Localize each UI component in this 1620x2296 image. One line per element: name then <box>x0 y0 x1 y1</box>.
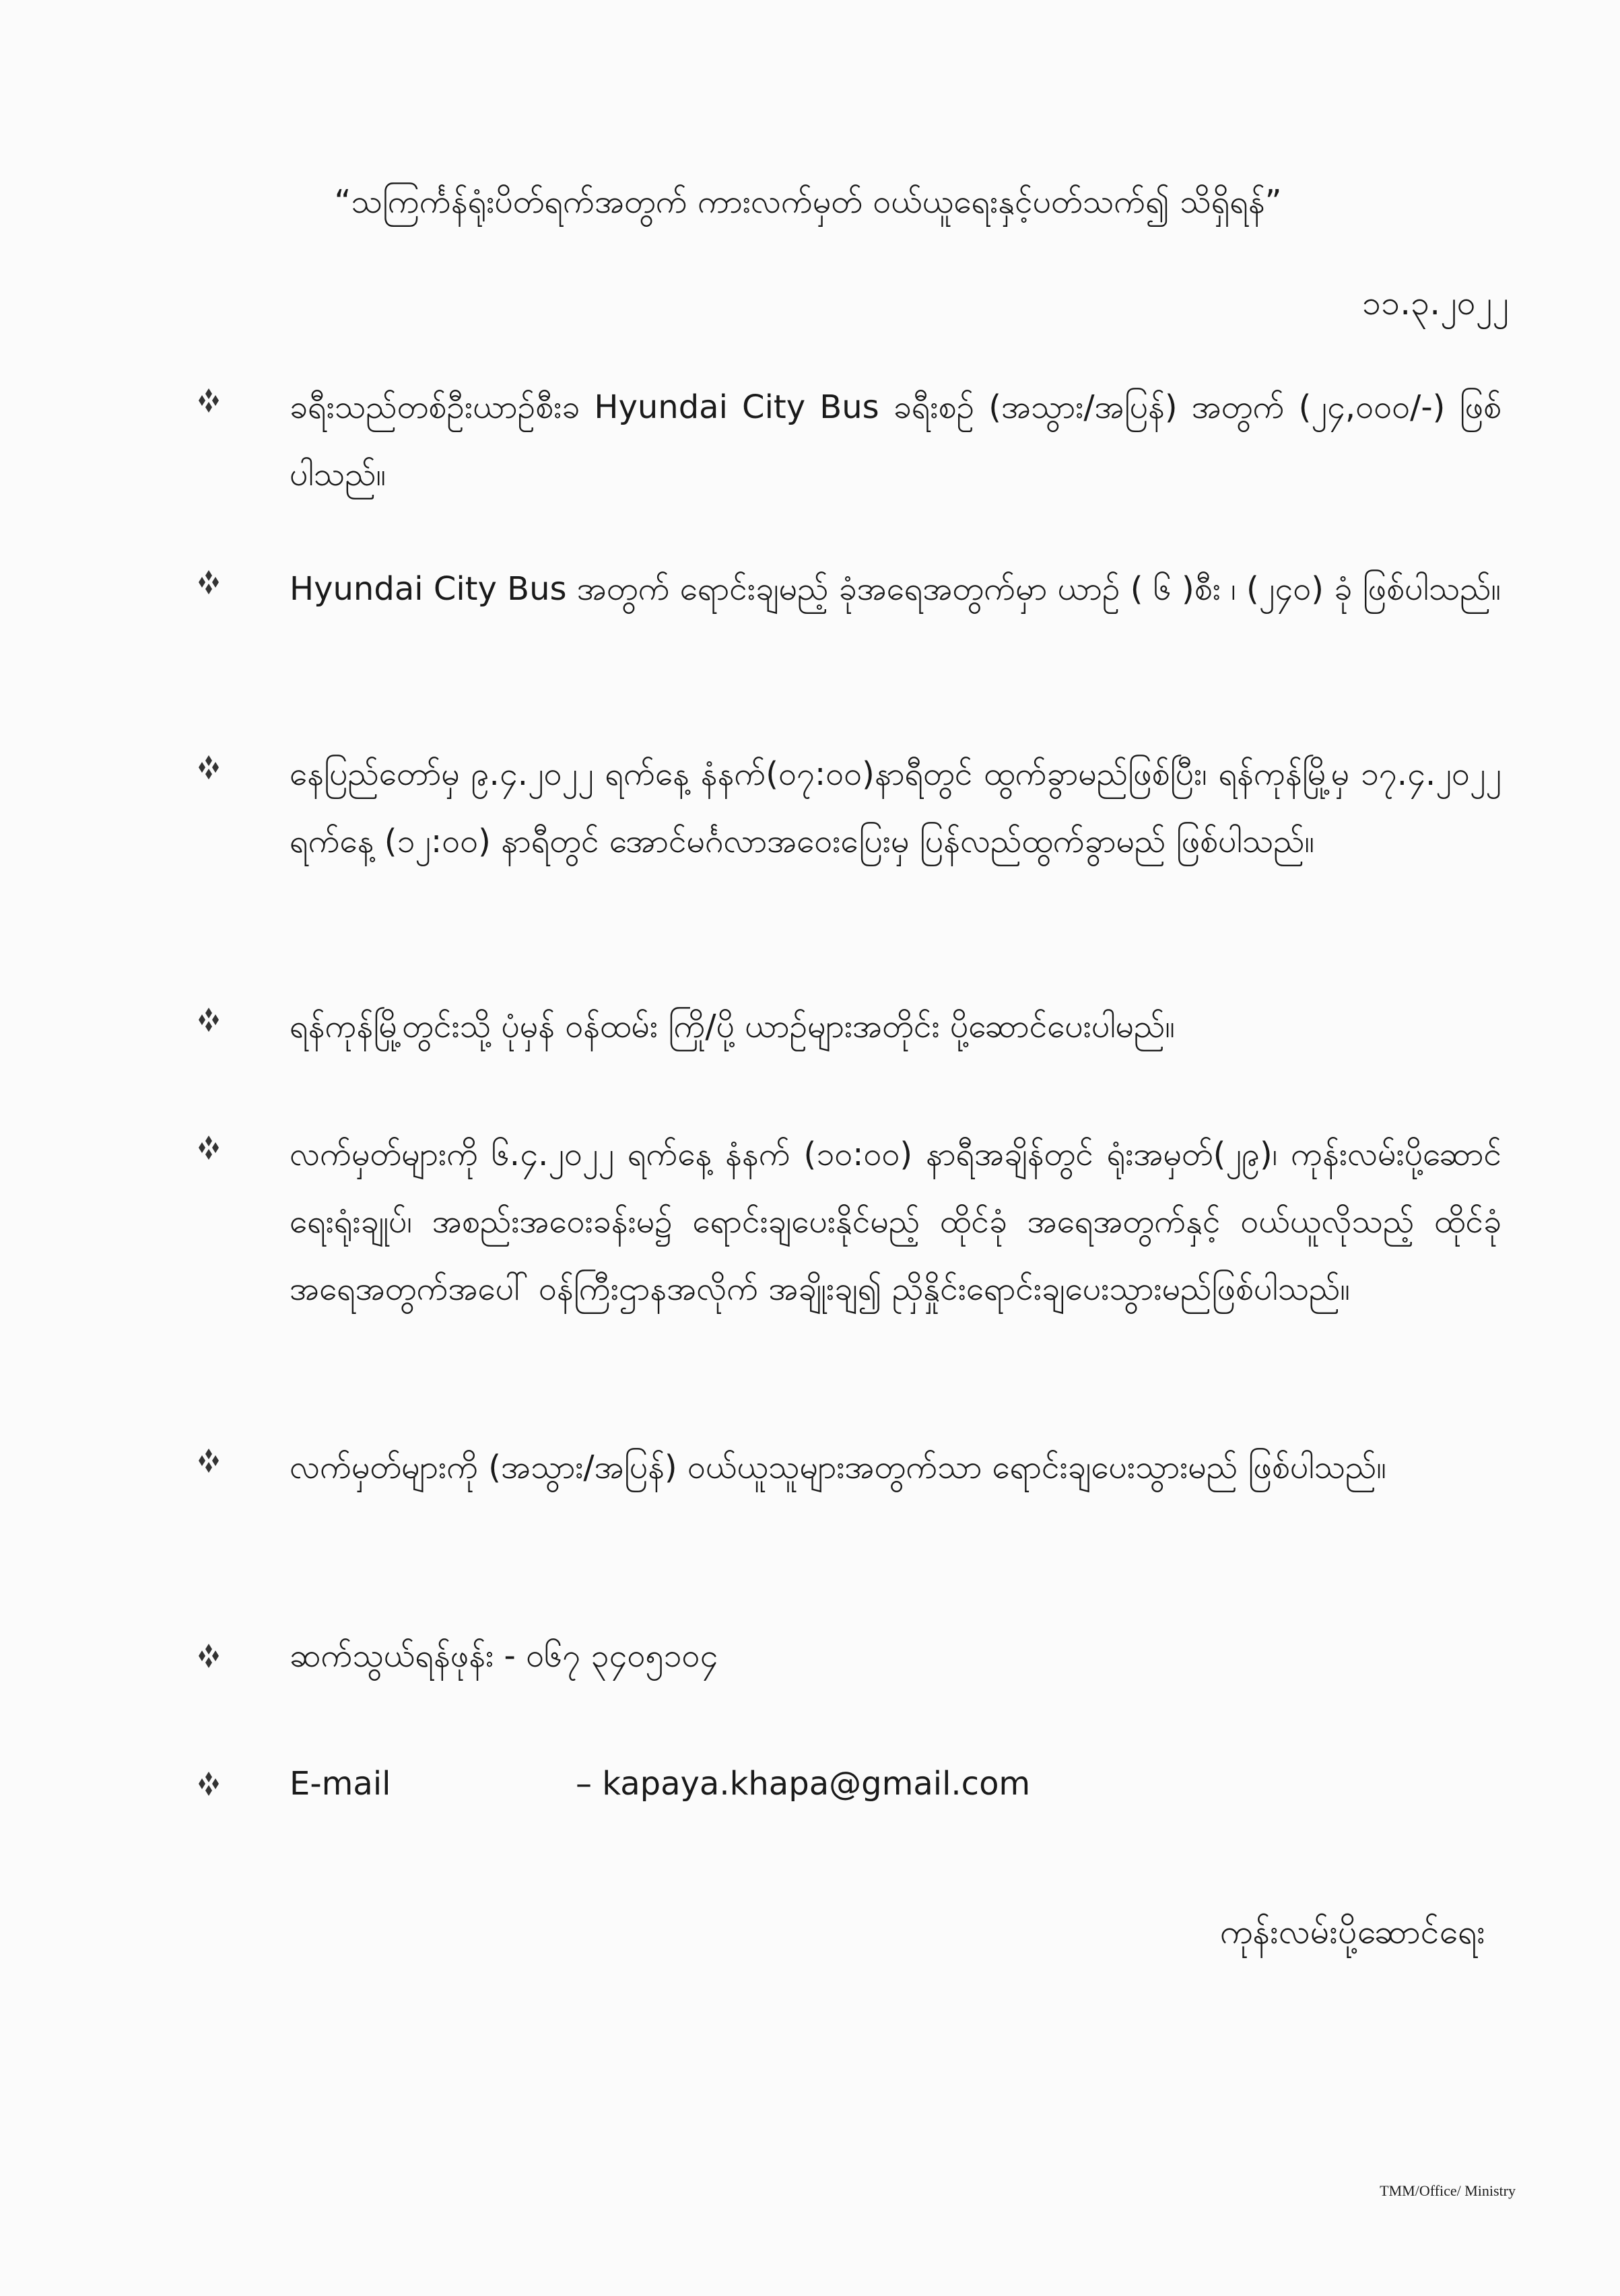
document-date: ၁၁.၃.၂၀၂၂ <box>1362 283 1509 322</box>
email-address: – kapaya.khapa@gmail.com <box>576 1765 1031 1803</box>
four-diamond-bullet-icon <box>189 1757 229 1804</box>
four-diamond-bullet-icon <box>189 993 229 1040</box>
list-item-text: လက်မှတ်များကို ၆.၄.၂၀၂၂ ရက်နေ့ နံနက် (၁၀:၀၀) နာရီအချိန်တွင် ရုံးအမှတ်(၂၉)၊ ကုန်းလမ်းပို့ဆောင်ရေးရုံးချုပ်၊ အစည်းအဝေးခန်းမ၌ ရောင်းချပေးနိုင်မည့် ထိုင်ခုံ အရေအတွက်နှင့် ဝယ်ယူလိုသည့် ထိုင်ခုံအရေအတွက်အပေါ် ဝန်ကြီးဌာနအလိုက် အချိုးချ၍ ညှိနှိုင်းရောင်းချပေးသွားမည်ဖြစ်ပါသည်။ <box>290 1136 1501 1308</box>
list-item-text: လက်မှတ်များကို (အသွား/အပြန်) ဝယ်ယူသူများအတွက်သာ ရောင်းချပေးသွားမည် ဖြစ်ပါသည်။ <box>290 1449 1386 1486</box>
four-diamond-bullet-icon <box>189 374 229 421</box>
email-row <box>189 1757 1508 1811</box>
list-item-text: ခရီးသည်တစ်ဦးယာဉ်စီးခ Hyundai City Bus ခရီးစဉ် (အသွား/အပြန်) အတွက် (၂၄,၀၀၀/-) ဖြစ်ပါသည်။ <box>290 388 1501 493</box>
four-diamond-bullet-icon <box>189 1434 229 1481</box>
four-diamond-bullet-icon <box>189 1629 229 1676</box>
phone-text: ဆက်သွယ်ရန်ဖုန်း - ၀၆၇ ၃၄၀၅၁၀၄ <box>290 1637 718 1675</box>
email-label: E-mail <box>290 1765 391 1803</box>
list-item-text: Hyundai City Bus အတွက် ရောင်းချမည့် ခုံအရေအတွက်မှာ ယာဉ် ( ၆ )စီး ၊ (၂၄၀) ခုံ ဖြစ်ပါသည်။ <box>290 570 1501 608</box>
phone-row <box>189 1629 1508 1683</box>
four-diamond-bullet-icon <box>189 740 229 788</box>
four-diamond-bullet-icon <box>189 555 229 602</box>
footer-note: TMM/Office/ Ministry <box>1380 2182 1516 2199</box>
list-item-text: နေပြည်တော်မှ ၉.၄.၂၀၂၂ ရက်နေ့ နံနက်(၀၇:၀၀)နာရီတွင် ထွက်ခွာမည်ဖြစ်ပြီး၊ ရန်ကုန်မြို့မှ ၁၇.၄.၂၀၂၂ ရက်နေ့ (၁၂:၀၀) နာရီတွင် အောင်မင်္ဂလာအဝေးပြေးမှ ပြန်လည်ထွက်ခွာမည် ဖြစ်ပါသည်။ <box>290 755 1501 860</box>
document-title: “သကြင်္ကန်ရုံးပိတ်ရက်အတွက် ကားလက်မှတ် ဝယ်ယူရေးနှင့်ပတ်သက်၍ သိရှိရန်” <box>334 183 1282 221</box>
list-item-text: ရန်ကုန်မြို့တွင်းသို့ ပုံမှန် ဝန်ထမ်း ကြို/ပို့ ယာဉ်များအတိုင်း ပို့ဆောင်ပေးပါမည်။ <box>290 1008 1175 1045</box>
four-diamond-bullet-icon <box>189 1121 229 1168</box>
signature-department: ကုန်းလမ်းပို့ဆောင်ရေး <box>1219 1912 1485 1951</box>
